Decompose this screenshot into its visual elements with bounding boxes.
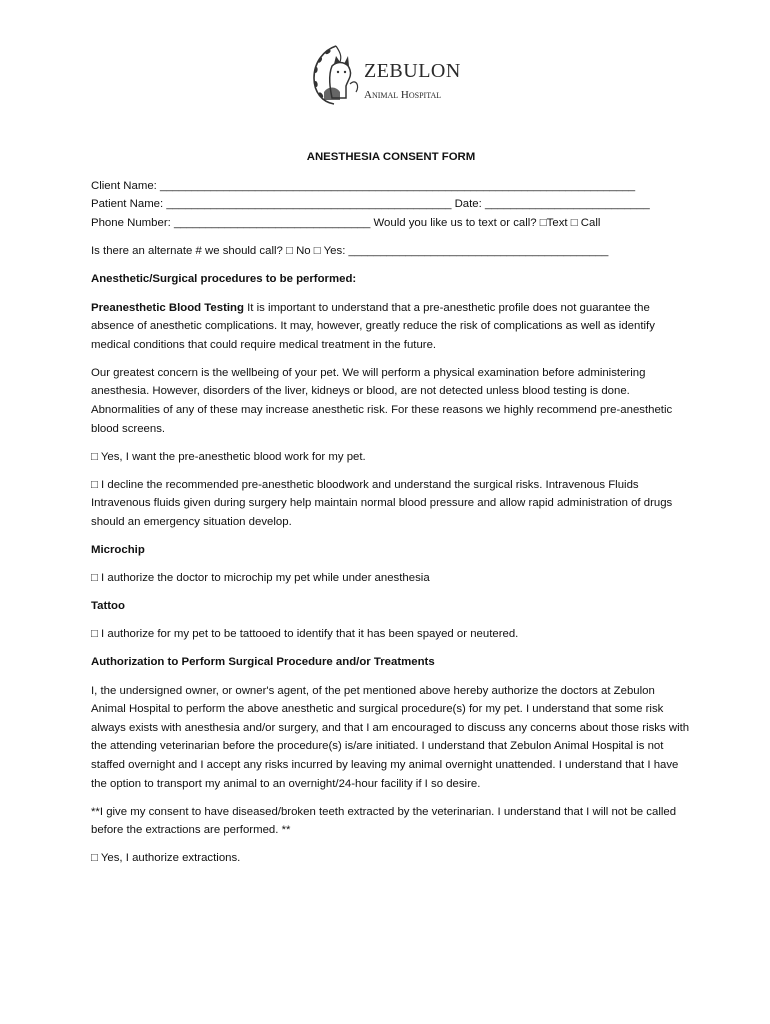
extractions-yes-option[interactable]: □ Yes, I authorize extractions. — [91, 852, 241, 865]
preanesthetic-section — [91, 299, 691, 355]
concern-paragraph: Our greatest concern is the wellbeing of your pet. We will perform a physical examination before administering anesthesia. However, disorders of the liver, kidneys or blood, are not detected unless blood testing is done. Abnormalities of any of these may increase anesthetic risk. For these reasons we highly recommend pre-anesthetic blood screens. — [91, 366, 673, 435]
microchip-option[interactable]: □ I authorize the doctor to microchip my pet while under anesthesia — [91, 572, 430, 585]
consent-form-document — [91, 148, 691, 877]
preanesthetic-text: It is important to understand that a pre-anesthetic profile does not guarantee the absence of anesthetic complications. It may, however, greatly reduce the risk of complications as well as identify medical conditions that could require medical treatment in the future. — [91, 301, 655, 351]
client-name-field[interactable]: Client Name: ___________________________________________________________________________ — [91, 179, 636, 192]
alternate-number-field[interactable]: Is there an alternate # we should call? □ No □ Yes: _________________________________________ — [91, 245, 609, 258]
blood-work-yes-option[interactable]: □ Yes, I want the pre-anesthetic blood work for my pet. — [91, 450, 366, 463]
logo-name: ZEBULON — [364, 60, 461, 82]
hospital-logo — [306, 42, 476, 108]
pet-emblem-icon — [306, 42, 364, 108]
blood-work-decline-option[interactable]: □ I decline the recommended pre-anesthetic bloodwork and understand the surgical risks. Intravenous Fluids Intravenous fluids given during surgery help maintain normal blood pressure and allow rapid administration of drugs should an emergency situation develop. — [91, 478, 673, 528]
preanesthetic-heading: Preanesthetic Blood Testing — [91, 301, 244, 314]
authorization-paragraph: I, the undersigned owner, or owner's agent, of the pet mentioned above hereby authorize the doctors at Zebulon Animal Hospital to perform the above anesthetic and surgical procedure(s) for my pet. I understand that some risk always exists with anesthesia and/or surgery, and that I am encouraged to discuss any concerns about those risks with the attending veterinarian before the procedure(s) is/are initiated. I understand that Zebulon Animal Hospital is not staffed overnight and I accept any risks incurred by leaving my animal overnight unattended. I understand that I have the option to transport my animal to an overnight/24-hour facility if I so desire. — [91, 684, 690, 790]
phone-number-field[interactable]: Phone Number: _______________________________ Would you like us to text or call? □Text □ Call — [91, 216, 601, 229]
page-title: ANESTHESIA CONSENT FORM — [306, 151, 476, 163]
procedures-heading: Anesthetic/Surgical procedures to be performed: — [91, 273, 357, 286]
patient-name-field[interactable]: Patient Name: _____________________________________________ Date: __________________________ — [91, 198, 650, 211]
microchip-heading: Microchip — [91, 544, 145, 557]
tattoo-heading: Tattoo — [91, 600, 125, 613]
authorization-heading: Authorization to Perform Surgical Procedure and/or Treatments — [91, 656, 435, 669]
logo-subtitle: Animal Hospital — [364, 89, 442, 101]
teeth-consent-paragraph: **I give my consent to have diseased/broken teeth extracted by the veterinarian. I understand that I will not be called before the extractions are performed. ** — [91, 805, 677, 837]
tattoo-option[interactable]: □ I authorize for my pet to be tattooed to identify that it has been spayed or neutered. — [91, 628, 519, 641]
